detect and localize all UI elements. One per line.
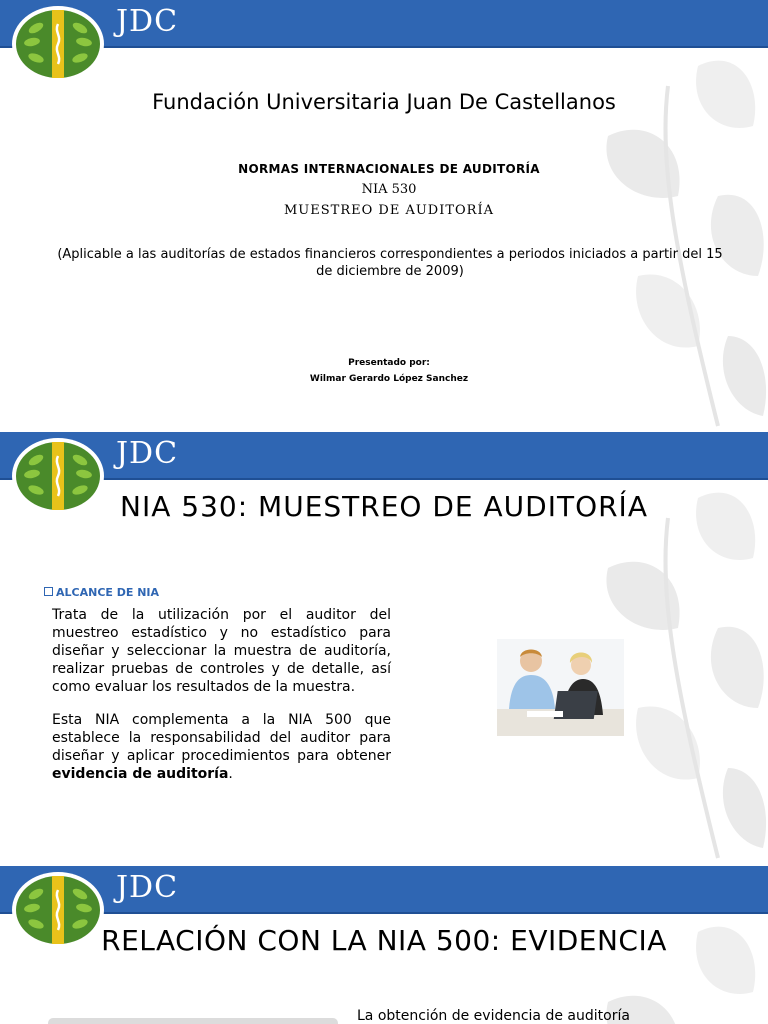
applicability-note: (Aplicable a las auditorías de estados financieros correspondientes a periodos iniciados a partir del 15 de diciembre de 2009) (57, 247, 723, 279)
presenter-block (0, 355, 768, 387)
nia-subject: MUESTREO DE AUDITORÍA (284, 203, 494, 218)
evidence-text: La obtención de evidencia de auditoría (357, 1008, 630, 1024)
complement-text: Esta NIA complementa a la NIA 500 que establece la responsabilidad del auditor para diseñar y aplicar procedimientos para obtener (52, 712, 391, 764)
people-laptop-photo (497, 639, 624, 736)
presenter-name: Wilmar Gerardo López Sanchez (309, 374, 469, 384)
brand-name: JDC (116, 870, 179, 905)
university-title: Fundación Universitaria Juan De Castellanos (152, 90, 616, 114)
section-label-text: ALCANCE DE NIA (56, 586, 160, 599)
image-shadow (48, 1018, 338, 1024)
complement-paragraph (52, 711, 391, 783)
scope-paragraph: Trata de la utilización por el auditor del muestreo estadístico y no estadístico para diseñar y seleccionar la muestra de auditoría, realizar pruebas de controles y de detalle, así como evaluar los resultados de la muestra. (52, 607, 391, 695)
slide-2 (0, 432, 768, 864)
presented-by-label: Presentado por: (348, 358, 430, 368)
norm-heading: NORMAS INTERNACIONALES DE AUDITORÍA (238, 162, 540, 176)
slide-title: NIA 530: MUESTREO DE AUDITORÍA (120, 490, 648, 523)
brand-name: JDC (116, 4, 179, 39)
complement-end: . (228, 766, 233, 782)
university-seal-icon (10, 4, 106, 84)
slide-title: RELACIÓN CON LA NIA 500: EVIDENCIA (101, 924, 667, 957)
slide-3 (0, 866, 768, 1024)
checkbox-bullet-icon (44, 587, 53, 596)
section-label (44, 586, 159, 599)
nia-number: NIA 530 (361, 182, 417, 197)
complement-bold: evidencia de auditoría (52, 766, 229, 782)
brand-name: JDC (116, 436, 179, 471)
slide-1 (0, 0, 768, 432)
